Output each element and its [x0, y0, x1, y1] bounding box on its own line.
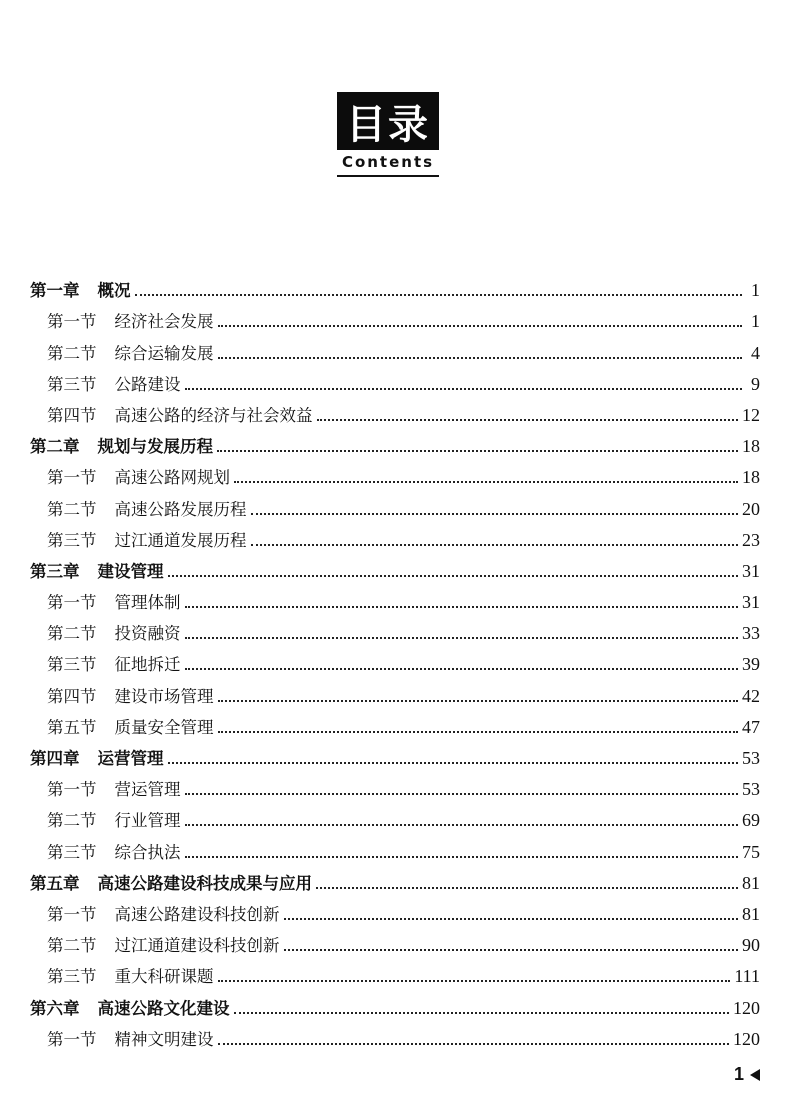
toc-page-number: 23	[742, 529, 760, 550]
toc-entry-label	[47, 681, 214, 712]
toc-page-number: 81	[742, 872, 760, 893]
toc-dot-leader	[218, 961, 731, 992]
toc-chapter-row[interactable]	[30, 556, 760, 587]
toc-section-row[interactable]	[30, 774, 760, 805]
toc-entry-title: 经济社会发展	[114, 312, 214, 332]
toc-entry-label	[47, 369, 181, 400]
toc-dot-leader	[185, 369, 743, 400]
toc-section-row[interactable]	[30, 462, 760, 493]
toc-section-row[interactable]	[30, 525, 760, 556]
toc-section-row[interactable]	[30, 649, 760, 680]
toc-entry-title: 高速公路建设科技成果与应用	[97, 873, 312, 893]
toc-section-row[interactable]	[30, 961, 760, 992]
toc-entry-title: 营运管理	[114, 780, 181, 800]
toc-dot-leader	[185, 618, 739, 649]
toc-entry-title: 投资融资	[114, 624, 181, 644]
toc-entry-label	[47, 525, 247, 556]
toc-entry-number: 第二节	[47, 343, 97, 363]
toc-page-number: 69	[742, 810, 760, 831]
toc-section-row[interactable]	[30, 369, 760, 400]
title-block	[337, 92, 439, 171]
toc-entry-label	[47, 462, 230, 493]
toc-entry-label	[47, 587, 181, 618]
left-arrow-icon	[750, 1069, 760, 1081]
toc-entry-title: 重大科研课题	[114, 967, 214, 987]
page-number: 1	[733, 1064, 744, 1084]
toc-entry-label	[47, 805, 181, 836]
toc-entry-number: 第四节	[47, 686, 97, 706]
toc-dot-leader	[135, 275, 743, 306]
toc-entry-number: 第一节	[47, 1029, 97, 1049]
toc-dot-leader	[317, 400, 739, 431]
toc-entry-label	[30, 556, 164, 587]
toc-dot-leader	[234, 993, 730, 1024]
toc-page-number: 90	[742, 935, 760, 956]
toc-entry-label	[30, 993, 230, 1024]
toc-entry-label	[47, 1024, 214, 1055]
toc-page-number: 31	[742, 592, 760, 613]
toc-page-number: 1	[751, 280, 760, 301]
toc-page-number: 4	[751, 342, 760, 363]
toc-entry-number: 第二章	[30, 437, 80, 457]
toc-entry-title: 高速公路建设科技创新	[114, 904, 280, 924]
toc-entry-number: 第二节	[47, 624, 97, 644]
toc-entry-label	[47, 930, 280, 961]
toc-dot-leader	[168, 743, 739, 774]
toc-entry-label	[30, 431, 213, 462]
toc-dot-leader	[218, 681, 739, 712]
toc-chapter-row[interactable]	[30, 868, 760, 899]
toc-entry-title: 征地拆迁	[114, 655, 181, 675]
toc-section-row[interactable]	[30, 587, 760, 618]
toc-dot-leader	[316, 868, 738, 899]
title-underline	[337, 175, 439, 177]
toc-entry-number: 第五节	[47, 717, 97, 737]
toc-section-row[interactable]	[30, 1024, 760, 1055]
toc-entry-number: 第一节	[47, 593, 97, 613]
toc-entry-title: 综合执法	[114, 842, 181, 862]
toc-dot-leader	[218, 712, 739, 743]
toc-section-row[interactable]	[30, 899, 760, 930]
toc-section-row[interactable]	[30, 337, 760, 368]
toc-entry-number: 第一节	[47, 468, 97, 488]
toc-dot-leader	[251, 525, 739, 556]
toc-dot-leader	[218, 1024, 730, 1055]
toc-dot-leader	[284, 899, 739, 930]
toc-page-number: 53	[742, 748, 760, 768]
toc-page-number: 42	[742, 685, 760, 706]
toc-section-row[interactable]	[30, 306, 760, 337]
toc-entry-number: 第三节	[47, 374, 97, 394]
toc-entry-label	[47, 618, 181, 649]
toc-entry-title: 综合运输发展	[114, 343, 214, 363]
toc-entry-number: 第二节	[47, 811, 97, 831]
toc-page-number: 33	[742, 623, 760, 644]
toc-entry-number: 第一节	[47, 780, 97, 800]
toc-entry-label	[47, 712, 214, 743]
toc-entry-title: 运营管理	[97, 749, 164, 768]
toc-entry-number: 第六章	[30, 998, 80, 1018]
toc-entry-label	[47, 774, 181, 805]
toc-entry-number: 第四节	[47, 405, 97, 425]
toc-entry-title: 建设管理	[97, 561, 164, 581]
toc-page-number: 53	[742, 779, 760, 800]
toc-entry-number: 第一节	[47, 904, 97, 924]
toc-chapter-row[interactable]	[30, 992, 760, 1023]
toc-page-number: 111	[734, 966, 760, 987]
toc-dot-leader	[218, 338, 743, 369]
toc-entry-label	[30, 275, 131, 306]
toc-entry-number: 第五章	[30, 873, 80, 893]
toc-entry-title: 高速公路发展历程	[114, 499, 247, 519]
toc-entry-label	[47, 306, 214, 337]
toc-entry-label	[47, 899, 280, 930]
toc-entry-number: 第四章	[30, 749, 80, 768]
toc-entry-label	[47, 338, 214, 369]
toc-page-number: 18	[742, 436, 760, 457]
toc-entry-number: 第三节	[47, 655, 97, 675]
toc-entry-number: 第一节	[47, 312, 97, 332]
toc-page-number: 120	[733, 1028, 760, 1049]
page-footer	[734, 1064, 760, 1085]
toc-entry-title: 管理体制	[114, 593, 181, 613]
toc-page-number: 81	[742, 903, 760, 924]
toc-entry-label	[47, 400, 313, 431]
toc-entry-number: 第二节	[47, 499, 97, 519]
toc-dot-leader	[168, 556, 739, 587]
toc-entry-title: 建设市场管理	[114, 686, 214, 706]
toc-page-number: 47	[742, 716, 760, 737]
toc-page-number: 120	[733, 997, 760, 1018]
page-subtitle: Contents	[341, 153, 435, 171]
toc-entry-title: 高速公路文化建设	[97, 998, 230, 1018]
toc-section-row[interactable]	[30, 493, 760, 524]
toc-chapter-row[interactable]	[30, 275, 760, 306]
toc-page-number: 39	[742, 654, 760, 675]
toc-entry-label	[47, 961, 214, 992]
toc-section-row[interactable]	[30, 400, 760, 431]
toc-entry-number: 第三节	[47, 530, 97, 550]
page-title: 目录	[337, 92, 439, 150]
toc-entry-title: 过江通道发展历程	[114, 530, 247, 550]
toc-page-number: 75	[742, 841, 760, 862]
toc-dot-leader	[185, 837, 739, 868]
toc-page-number: 9	[751, 373, 760, 394]
toc-section-row[interactable]	[30, 712, 760, 743]
toc-dot-leader	[217, 431, 738, 462]
toc-section-row[interactable]	[30, 618, 760, 649]
toc-dot-leader	[185, 774, 739, 805]
toc-entry-number: 第一章	[30, 281, 80, 301]
toc-entry-title: 过江通道建设科技创新	[114, 936, 280, 956]
toc-section-row[interactable]	[30, 836, 760, 867]
toc-page-number: 20	[742, 498, 760, 519]
toc-entry-title: 行业管理	[114, 811, 181, 831]
toc-entry-label	[30, 743, 164, 774]
toc-dot-leader	[234, 462, 738, 493]
toc-entry-number: 第三节	[47, 842, 97, 862]
toc-entry-title: 规划与发展历程	[97, 437, 213, 457]
toc-entry-title: 高速公路网规划	[114, 468, 230, 488]
toc-section-row[interactable]	[30, 680, 760, 711]
toc-entry-title: 高速公路的经济与社会效益	[114, 405, 313, 425]
toc-dot-leader	[218, 306, 743, 337]
toc-entry-label	[47, 837, 181, 868]
toc-chapter-row[interactable]	[30, 431, 760, 462]
toc-dot-leader	[185, 649, 739, 680]
toc-page-number: 12	[742, 404, 760, 425]
toc-entry-title: 公路建设	[114, 374, 181, 394]
toc-entry-title: 精神文明建设	[114, 1029, 214, 1049]
toc-page-number: 1	[751, 311, 760, 332]
toc-entry-title: 概况	[97, 281, 131, 301]
toc-entry-number: 第三章	[30, 561, 80, 581]
toc-section-row[interactable]	[30, 930, 760, 961]
toc-page-number: 31	[742, 560, 760, 581]
toc-entry-number: 第二节	[47, 936, 97, 956]
toc-entry-label	[47, 494, 247, 525]
toc-chapter-row[interactable]	[30, 743, 760, 774]
table-of-contents	[30, 275, 760, 1055]
toc-dot-leader	[185, 805, 739, 836]
toc-dot-leader	[185, 587, 739, 618]
toc-dot-leader	[284, 930, 739, 961]
toc-entry-title: 质量安全管理	[114, 717, 214, 737]
toc-section-row[interactable]	[30, 805, 760, 836]
toc-entry-label	[30, 868, 312, 899]
toc-dot-leader	[251, 494, 739, 525]
toc-entry-number: 第三节	[47, 967, 97, 987]
toc-entry-label	[47, 649, 181, 680]
toc-page-number: 18	[742, 467, 760, 488]
